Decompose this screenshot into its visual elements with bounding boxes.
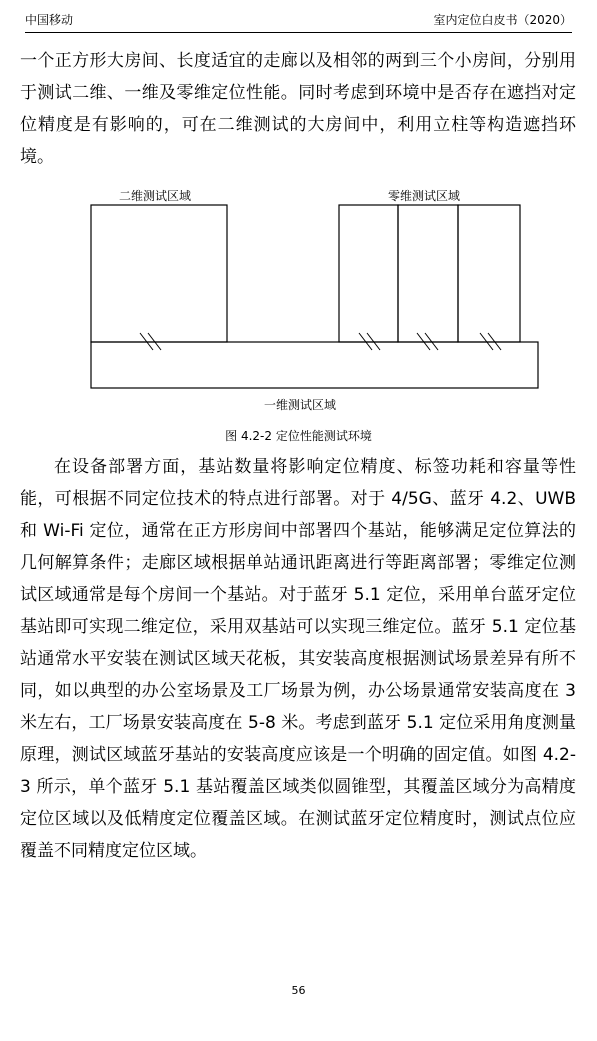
corridor xyxy=(91,342,538,388)
label-2d-test-area: 二维测试区域 xyxy=(119,189,192,203)
label-1d-test-area: 一维测试区域 xyxy=(264,398,337,412)
label-0d-test-area: 零维测试区域 xyxy=(388,189,461,203)
small-room-2 xyxy=(398,205,458,342)
small-room-1 xyxy=(339,205,398,342)
body-paragraph-1: 一个正方形大房间、长度适宜的走廊以及相邻的两到三个小房间，分别用于测试二维、一维及零维定位性能。同时考虑到环境中是否存在遮挡对定位精度是有影响的，可在二维测试的大房间中，利用立柱等构造遮挡环境。 xyxy=(20,51,576,167)
figure-caption: 图 4.2-2 定位性能测试环境 xyxy=(225,429,372,443)
page-number: 56 xyxy=(291,984,306,997)
test-environment-diagram xyxy=(0,0,597,430)
page-header-right: 室内定位白皮书（2020） xyxy=(433,13,572,27)
small-room-3 xyxy=(458,205,520,342)
two-dimensional-room xyxy=(91,205,227,342)
body-paragraph-2: 在设备部署方面，基站数量将影响定位精度、标签功耗和容量等性能，可根据不同定位技术的特点进行部署。对于 4/5G、蓝牙 4.2、UWB 和 Wi-Fi 定位，通常在正方形房间中部署四个基站，能够满足定位算法的几何解算条件；走廊区域根据单站通讯距离进行等距离部署；零维定位测试区域通常是每个房间一个基站。对于蓝牙 5.1 定位，采用单台蓝牙定位基站即可实现二维定位，采用双基站可以实现三维定位。蓝牙 5.1 定位基站通常水平安装在测试区域天花板，其安装高度根据测试场景差异有所不同，如以典型的办公室场景及工厂场景为例，办公场景通常安装高度在 3 米左右，工厂场景安装高度在 5-8 米。考虑到蓝牙 5.1 定位采用角度测量原理，测试区域蓝牙基站的安装高度应该是一个明确的固定值。如图 4.2-3 所示，单个蓝牙 5.1 基站覆盖区域类似圆锥型，其覆盖区域分为高精度定位区域以及低精度定位覆盖区域。在测试蓝牙定位精度时，测试点位应覆盖不同精度定位区域。 xyxy=(20,457,576,861)
page-header-left: 中国移动 xyxy=(25,13,74,27)
